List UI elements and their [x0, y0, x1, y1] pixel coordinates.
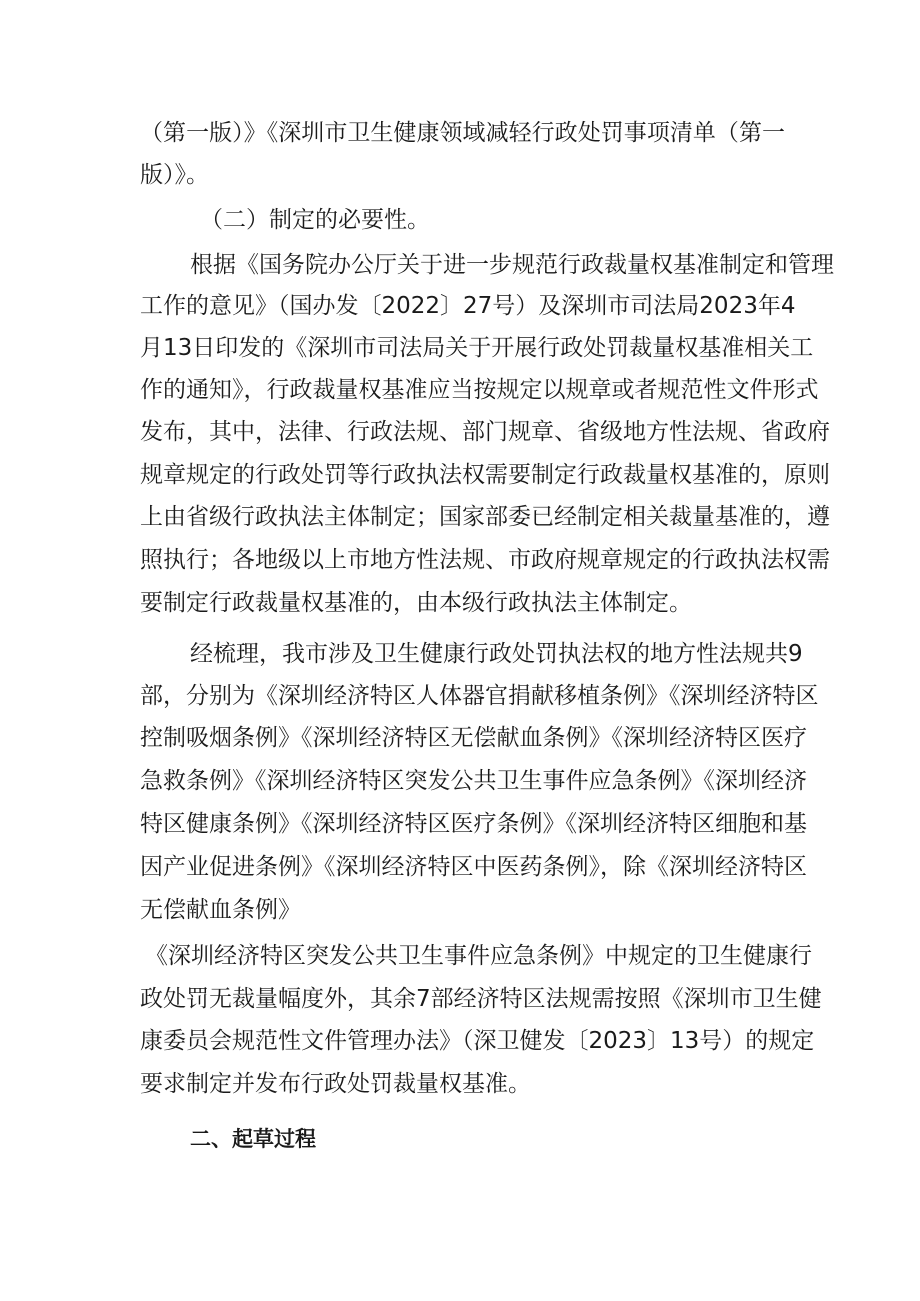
paragraph-line: 因产业促进条例》《深圳经济特区中医药条例》，除《深圳经济特区	[140, 854, 807, 880]
paragraph-line: 无偿献血条例》	[140, 897, 301, 923]
paragraph-line: 康委员会规范性文件管理办法》（深卫健发〔2023〕13号）的规定	[140, 1028, 815, 1054]
section-heading: 二、起草过程	[190, 1127, 316, 1151]
paragraph-line: 规章规定的行政处罚等行政执法权需要制定行政裁量权基准的，原则	[140, 462, 830, 488]
paragraph-line: 作的通知》，行政裁量权基准应当按规定以规章或者规范性文件形式	[140, 377, 819, 403]
paragraph-line: 月13日印发的《深圳市司法局关于开展行政处罚裁量权基准相关工	[140, 335, 814, 361]
paragraph-line: 政处罚无裁量幅度外，其余7部经济特区法规需按照《深圳市卫生健	[140, 986, 822, 1012]
paragraph-line: 《深圳经济特区突发公共卫生事件应急条例》中规定的卫生健康行	[145, 943, 812, 969]
paragraph-line: 照执行；各地级以上市地方性法规、市政府规章规定的行政执法权需	[140, 547, 830, 573]
paragraph-line: 要制定行政裁量权基准的，由本级行政执法主体制定。	[140, 590, 692, 616]
paragraph-line: 控制吸烟条例》《深圳经济特区无偿献血条例》《深圳经济特区医疗	[140, 725, 807, 751]
paragraph-line: 要求制定并发布行政处罚裁量权基准。	[140, 1071, 531, 1097]
paragraph-line: 工作的意见》（国办发〔2022〕27号）及深圳市司法局2023年4	[140, 293, 796, 319]
paragraph-line: 部，分别为《深圳经济特区人体器官捐献移植条例》《深圳经济特区	[140, 683, 819, 709]
paragraph-line: （第一版）》《深圳市卫生健康领域减轻行政处罚事项清单（第一	[140, 120, 785, 146]
paragraph-line: 急救条例》《深圳经济特区突发公共卫生事件应急条例》《深圳经济	[140, 768, 807, 794]
paragraph-line: 版）》。	[140, 162, 209, 188]
section-subtitle: （二）制定的必要性。	[200, 207, 430, 233]
paragraph-line: 上由省级行政执法主体制定；国家部委已经制定相关裁量基准的，遵	[140, 504, 830, 530]
paragraph-line: 发布，其中，法律、行政法规、部门规章、省级地方性法规、省政府	[140, 419, 830, 445]
paragraph-line: 根据《国务院办公厅关于进一步规范行政裁量权基准制定和管理	[190, 252, 834, 278]
paragraph-line: 特区健康条例》《深圳经济特区医疗条例》《深圳经济特区细胞和基	[140, 811, 807, 837]
paragraph-line: 经梳理，我市涉及卫生健康行政处罚执法权的地方性法规共9	[190, 641, 803, 667]
